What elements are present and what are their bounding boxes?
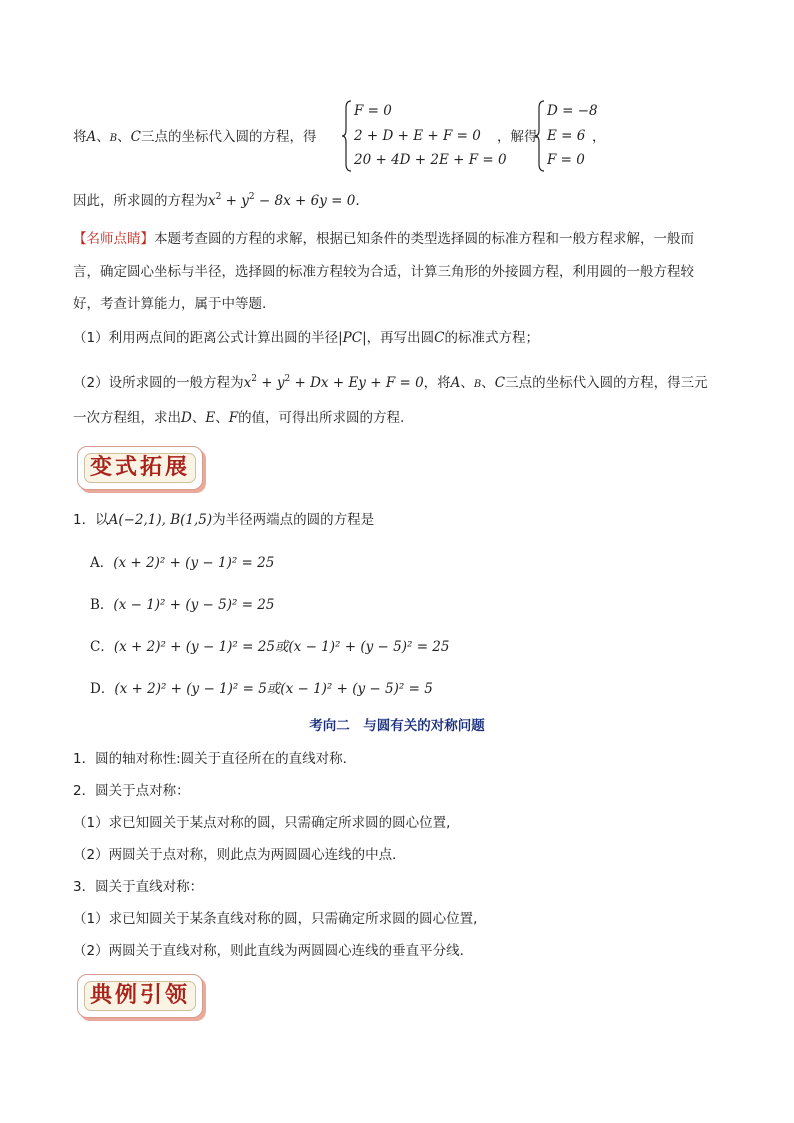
system1-row-3: 20 + 4D + 2E + F = 0	[354, 152, 507, 168]
list-item: （1）求已知圆关于某条直线对称的圆，只需确定所求圆的圆心位置,	[73, 911, 478, 927]
system2-row-3: F = 0	[547, 152, 585, 168]
banner-typical-examples	[77, 974, 203, 1018]
tip-line-3: 好，考查计算能力，属于中等题.	[73, 296, 267, 312]
option-d[interactable]: D．(x + 2)² + (y − 1)² = 5或(x − 1)² + (y − 5)² = 5	[90, 681, 433, 697]
left-brace	[342, 100, 352, 172]
system1-row-2: 2 + D + E + F = 0	[354, 128, 481, 144]
step-2-line-1: （2）设所求圆的一般方程为$x^2 + y^2 + Dx + Ey + F = 0$，将A、B、C三点的坐标代入圆的方程，得三元	[73, 374, 708, 391]
tip-label: 【名师点睛】	[73, 231, 154, 247]
tip-line-2: 言，确定圆心坐标与半径，选择圆的标准方程较为合适，计算三角形的外接圆方程，利用圆的一般方程较	[73, 264, 694, 280]
system2-row-2: E = 6	[547, 128, 586, 144]
option-a[interactable]: A．(x + 2)² + (y − 1)² = 25	[90, 555, 275, 571]
substitution-sentence: 将A、B、C三点的坐标代入圆的方程，得	[73, 129, 317, 145]
step-2-line-2: 一次方程组，求出D、E、F的值，可得出所求圆的方程.	[73, 410, 405, 426]
banner-title: 变式拓展	[89, 454, 190, 480]
list-item: 2．圆关于点对称：	[73, 783, 190, 799]
list-item: （2）两圆关于点对称，则此点为两圆圆心连线的中点．	[73, 847, 406, 863]
list-item: （1）求已知圆关于某点对称的圆，只需确定所求圆的圆心位置,	[73, 815, 451, 831]
banner-variant-extension	[77, 446, 203, 490]
conclusion: 因此，所求圆的方程为$x^2 + y^2 - 8x + 6y = 0$.	[73, 192, 360, 209]
step-1: （1）利用两点间的距离公式计算出圆的半径|PC|，再写出圆C的标准式方程；	[73, 330, 539, 346]
list-item: （2）两圆关于直线对称，则此直线为两圆圆心连线的垂直平分线．	[73, 943, 474, 959]
tip-line-1: 【名师点睛】本题考查圆的方程的求解，根据已知条件的类型选择圆的标准方程和一般方程求解，一般而	[73, 231, 694, 247]
system2-row-1: D = −8	[547, 103, 598, 119]
list-item: 1．圆的轴对称性:圆关于直径所在的直线对称．	[73, 751, 357, 767]
question-1: 1．以A(−2,1), B(1,5)为半径两端点的圆的方程是	[73, 512, 375, 528]
left-brace	[535, 100, 545, 172]
solve-text: ，解得	[497, 129, 538, 145]
banner-title: 典例引领	[89, 982, 190, 1008]
list-item: 3．圆关于直线对称：	[73, 879, 204, 895]
system1-row-1: F = 0	[354, 103, 392, 119]
section-title: 考向二 与圆有关的对称问题	[309, 718, 485, 734]
equation-system-2	[535, 100, 598, 172]
option-c[interactable]: C．(x + 2)² + (y − 1)² = 25或(x − 1)² + (y − 5)² = 25	[90, 639, 450, 655]
equation-system-1	[342, 100, 507, 172]
option-b[interactable]: B．(x − 1)² + (y − 5)² = 25	[90, 597, 275, 613]
